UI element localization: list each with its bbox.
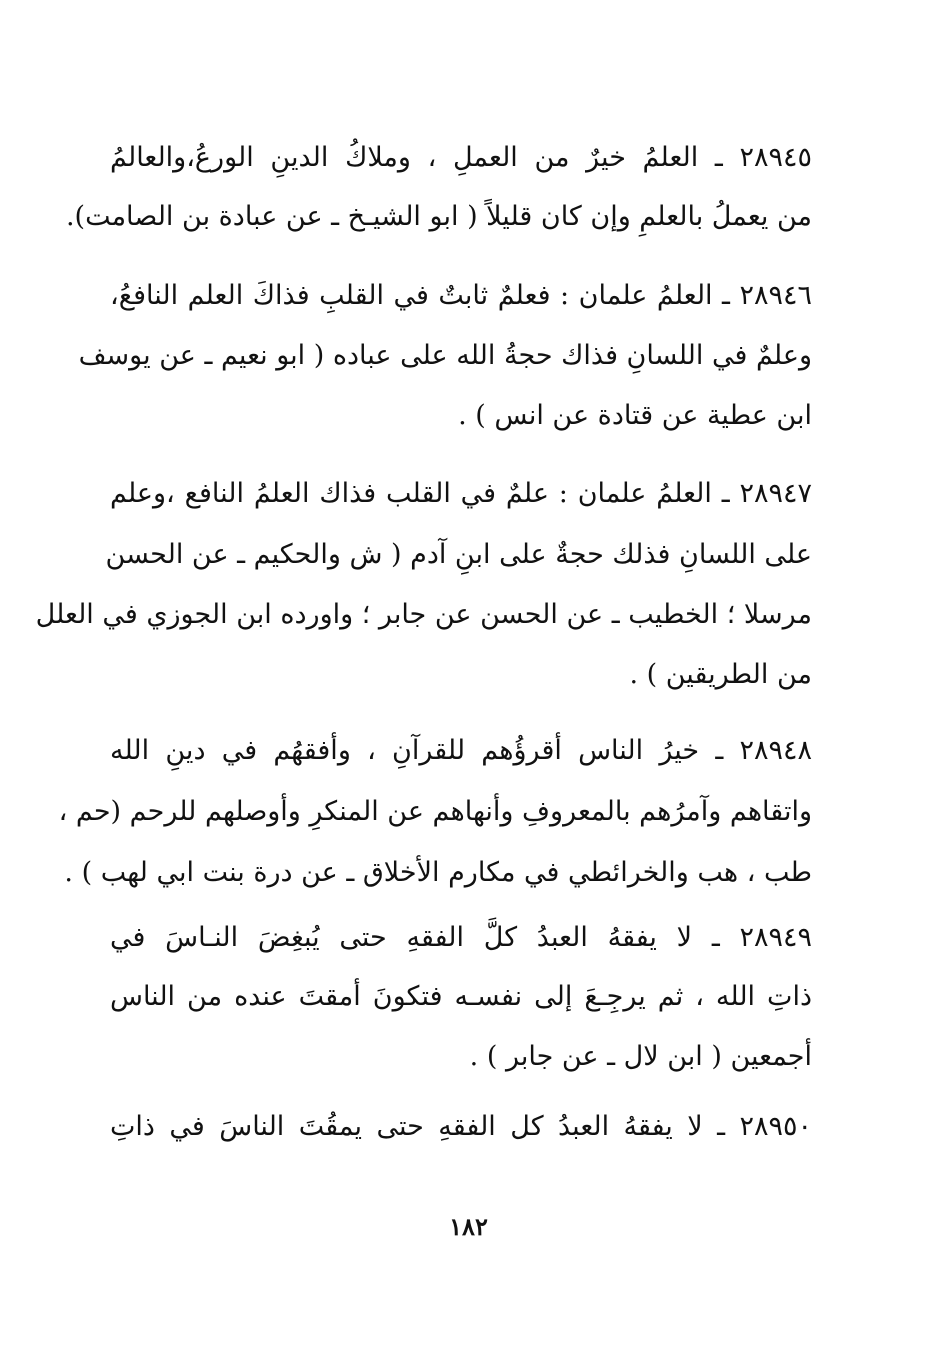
entry-28948-line-2: واتقاهم وآمرُهم بالمعروفِ وأنهاهم عن المنكرِ وأوصلهم للرحم (حم ، (58, 796, 812, 827)
entry-28949-line-1: ٢٨٩٤٩ ـ لا يفقهُ العبدُ كلَّ الفقهِ حتى يُبغِضَ النـاسَ في (110, 922, 812, 953)
entry-28949-line-2: ذاتِ الله ، ثم يرجِـعَ إلى نفسـه فتكونَ أمقتَ عنده من الناس (110, 981, 812, 1012)
entry-28945-line-1: ٢٨٩٤٥ ـ العلمُ خيرٌ من العملِ ، وملاكُ الدينِ الورعُ،والعالمُ (110, 142, 812, 173)
entry-28949-line-3: أجمعين ( ابن لال ـ عن جابر ) . (469, 1041, 812, 1072)
entry-28946-line-1: ٢٨٩٤٦ ـ العلمُ علمان : فعلمٌ ثابتٌ في القلبِ فذاكَ العلم النافعُ، (110, 280, 812, 311)
entry-28947-line-2: على اللسانِ فذلك حجةٌ على ابنِ آدم ( ش والحكيم ـ عن الحسن (105, 539, 812, 570)
entry-28950-line-1: ٢٨٩٥٠ ـ لا يفقهُ العبدُ كل الفقهِ حتى يمقُتَ الناسَ في ذاتِ (110, 1111, 812, 1142)
entry-28946-line-3: ابن عطية عن قتادة عن انس ) . (458, 400, 812, 431)
entry-28947-line-3: مرسلا ؛ الخطيب ـ عن الحسن عن جابر ؛ واورده ابن الجوزي في العلل (35, 599, 812, 630)
entry-28947-line-4: من الطريقين ) . (629, 659, 812, 690)
entry-28946-line-2: وعلمٌ في اللسانِ فذاك حجةُ الله على عباده ( ابو نعيم ـ عن يوسف (78, 340, 812, 371)
entry-28947-line-1: ٢٨٩٤٧ ـ العلمُ علمان : علمٌ في القلب فذاك العلمُ النافع ،وعلم (110, 478, 812, 509)
entry-28948-line-1: ٢٨٩٤٨ ـ خيرُ الناس أقرؤُهم للقرآنِ ، وأفقهُم في دينِ الله (110, 735, 812, 766)
entry-28945-line-2: من يعملُ بالعلمِ وإن كان قليلاً ( ابو الشيـخ ـ عن عبادة بن الصامت). (65, 201, 812, 232)
entry-28948-line-3: طب ، هب والخرائطي في مكارم الأخلاق ـ عن درة بنت ابي لهب ) . (64, 857, 812, 888)
page-number: ١٨٢ (449, 1212, 488, 1241)
